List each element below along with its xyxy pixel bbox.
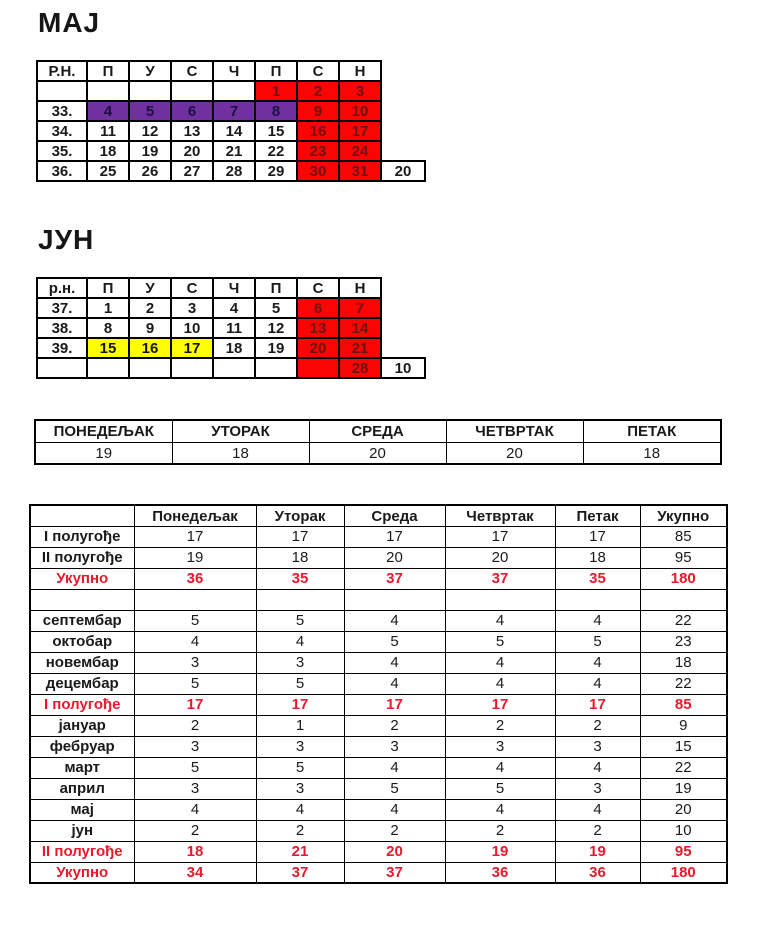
calendar-day-cell: 5 — [129, 101, 171, 121]
calendar-day-cell — [213, 358, 255, 378]
summary-value-cell: 17 — [134, 526, 256, 547]
weekday-values-row — [35, 442, 721, 464]
summary-row — [30, 841, 727, 862]
summary-value-cell — [344, 589, 445, 610]
filler-cell — [381, 278, 425, 298]
summary-value-cell: 37 — [256, 862, 344, 883]
summary-row — [30, 652, 727, 673]
summary-row — [30, 778, 727, 799]
calendar-day-cell — [129, 358, 171, 378]
week-number-cell — [37, 81, 87, 101]
calendar-day-cell: 5 — [255, 298, 297, 318]
summary-value-cell: 4 — [555, 673, 640, 694]
calendar-day-cell: 27 — [171, 161, 213, 181]
summary-value-cell: 17 — [445, 694, 555, 715]
calendar-day-cell: 10 — [171, 318, 213, 338]
summary-value-cell: 5 — [344, 631, 445, 652]
summary-row — [30, 547, 727, 568]
calendar-day-cell: 9 — [129, 318, 171, 338]
day-header: Ч — [213, 278, 255, 298]
calendar-day-cell: 17 — [339, 121, 381, 141]
calendar-day-cell — [171, 358, 213, 378]
day-header: У — [129, 61, 171, 81]
weekday-header: ПЕТАК — [583, 420, 721, 442]
calendar-day-cell: 8 — [87, 318, 129, 338]
weekday-total-cell: 19 — [35, 442, 172, 464]
weekday-totals-table — [34, 419, 722, 465]
summary-value-cell: 5 — [344, 778, 445, 799]
calendar-day-cell: 15 — [87, 338, 129, 358]
summary-value-cell: 37 — [344, 862, 445, 883]
summary-row-label: јануар — [30, 715, 134, 736]
may-title: МАЈ — [38, 7, 101, 38]
summary-value-cell: 17 — [555, 526, 640, 547]
summary-value-cell: 3 — [555, 736, 640, 757]
calendar-day-cell: 26 — [129, 161, 171, 181]
summary-row — [30, 610, 727, 631]
summary-table — [29, 504, 728, 884]
filler-cell — [381, 298, 425, 318]
summary-spacer-row — [30, 589, 727, 610]
summary-value-cell: 22 — [640, 610, 727, 631]
filler-cell — [381, 121, 425, 141]
summary-value-cell: 5 — [555, 631, 640, 652]
summary-row-label: Укупно — [30, 862, 134, 883]
calendar-day-cell: 21 — [213, 141, 255, 161]
calendar-day-cell — [255, 358, 297, 378]
calendar-day-cell: 7 — [213, 101, 255, 121]
summary-column-header: Уторак — [256, 505, 344, 526]
summary-value-cell: 5 — [134, 757, 256, 778]
summary-row-label — [30, 589, 134, 610]
calendar-day-cell: 28 — [213, 161, 255, 181]
day-header: Н — [339, 61, 381, 81]
summary-value-cell: 17 — [344, 526, 445, 547]
summary-value-cell: 2 — [555, 715, 640, 736]
week-number-cell: 33. — [37, 101, 87, 121]
calendar-day-cell: 6 — [171, 101, 213, 121]
summary-value-cell: 4 — [555, 757, 640, 778]
summary-value-cell: 35 — [555, 568, 640, 589]
summary-value-cell: 2 — [134, 820, 256, 841]
calendar-day-cell: 14 — [339, 318, 381, 338]
summary-column-header: Укупно — [640, 505, 727, 526]
summary-column-header: Среда — [344, 505, 445, 526]
summary-column-header: Петак — [555, 505, 640, 526]
summary-value-cell: 4 — [256, 799, 344, 820]
summary-value-cell: 4 — [344, 757, 445, 778]
calendar-week-row — [37, 101, 425, 121]
summary-value-cell: 19 — [134, 547, 256, 568]
day-header: П — [87, 61, 129, 81]
summary-value-cell: 36 — [134, 568, 256, 589]
summary-value-cell: 3 — [256, 736, 344, 757]
calendar-week-row — [37, 358, 425, 378]
summary-value-cell: 23 — [640, 631, 727, 652]
summary-value-cell: 3 — [256, 778, 344, 799]
calendar-day-cell: 17 — [171, 338, 213, 358]
summary-value-cell: 20 — [344, 547, 445, 568]
calendar-day-cell: 2 — [129, 298, 171, 318]
summary-column-header — [30, 505, 134, 526]
summary-value-cell: 22 — [640, 757, 727, 778]
jun-title: ЈУН — [38, 224, 95, 256]
week-number-cell: 39. — [37, 338, 87, 358]
weekday-total-cell: 20 — [446, 442, 583, 464]
calendar-day-cell: 20 — [171, 141, 213, 161]
filler-cell — [381, 141, 425, 161]
summary-row — [30, 715, 727, 736]
summary-value-cell: 4 — [344, 610, 445, 631]
summary-value-cell: 180 — [640, 568, 727, 589]
day-header: С — [297, 278, 339, 298]
weekday-header: СРЕДА — [309, 420, 446, 442]
calendar-day-cell — [213, 81, 255, 101]
summary-value-cell: 2 — [555, 820, 640, 841]
week-number-cell: 37. — [37, 298, 87, 318]
calendar-day-cell — [129, 81, 171, 101]
calendar-day-cell: 31 — [339, 161, 381, 181]
calendar-day-cell: 1 — [255, 81, 297, 101]
calendar-day-cell: 18 — [87, 141, 129, 161]
summary-row-label: септембар — [30, 610, 134, 631]
calendar-day-cell: 13 — [171, 121, 213, 141]
calendar-day-cell: 18 — [213, 338, 255, 358]
summary-row-label: II полугође — [30, 841, 134, 862]
calendar-day-cell: 11 — [87, 121, 129, 141]
summary-value-cell: 4 — [555, 799, 640, 820]
summary-row-label: октобар — [30, 631, 134, 652]
day-header: С — [171, 278, 213, 298]
day-header: П — [87, 278, 129, 298]
calendar-day-cell: 2 — [297, 81, 339, 101]
summary-value-cell: 4 — [445, 673, 555, 694]
calendar-day-cell: 16 — [297, 121, 339, 141]
summary-value-cell: 19 — [640, 778, 727, 799]
summary-value-cell: 5 — [445, 631, 555, 652]
summary-value-cell: 3 — [344, 736, 445, 757]
summary-value-cell: 4 — [445, 757, 555, 778]
summary-row-label: I полугође — [30, 694, 134, 715]
summary-value-cell: 37 — [344, 568, 445, 589]
summary-value-cell: 3 — [134, 778, 256, 799]
filler-cell — [381, 101, 425, 121]
summary-value-cell: 4 — [445, 652, 555, 673]
summary-value-cell: 4 — [344, 799, 445, 820]
summary-row — [30, 631, 727, 652]
calendar-day-cell: 10 — [339, 101, 381, 121]
calendar-day-cell: 4 — [87, 101, 129, 121]
calendar-week-row — [37, 141, 425, 161]
calendar-header-row — [37, 61, 425, 81]
summary-value-cell: 4 — [134, 631, 256, 652]
summary-value-cell: 5 — [445, 778, 555, 799]
jun-calendar-table — [36, 277, 426, 379]
summary-value-cell: 18 — [640, 652, 727, 673]
summary-value-cell: 17 — [344, 694, 445, 715]
summary-value-cell: 37 — [445, 568, 555, 589]
summary-value-cell: 4 — [555, 610, 640, 631]
week-col-header: Р.Н. — [37, 61, 87, 81]
calendar-day-cell — [87, 358, 129, 378]
summary-row-label: април — [30, 778, 134, 799]
summary-value-cell: 19 — [445, 841, 555, 862]
calendar-week-row — [37, 338, 425, 358]
summary-row — [30, 862, 727, 883]
calendar-day-cell: 6 — [297, 298, 339, 318]
calendar-day-cell: 23 — [297, 141, 339, 161]
calendar-day-cell: 13 — [297, 318, 339, 338]
summary-row — [30, 820, 727, 841]
summary-value-cell: 85 — [640, 694, 727, 715]
calendar-day-cell: 1 — [87, 298, 129, 318]
summary-value-cell: 4 — [134, 799, 256, 820]
summary-value-cell: 19 — [555, 841, 640, 862]
summary-row-label: мај — [30, 799, 134, 820]
calendar-day-cell: 8 — [255, 101, 297, 121]
summary-row-label: I полугође — [30, 526, 134, 547]
calendar-day-cell: 19 — [255, 338, 297, 358]
calendar-week-row — [37, 161, 425, 181]
summary-value-cell: 36 — [445, 862, 555, 883]
summary-column-header: Понедељак — [134, 505, 256, 526]
summary-value-cell: 3 — [555, 778, 640, 799]
weekday-header-row — [35, 420, 721, 442]
calendar-week-row — [37, 298, 425, 318]
summary-value-cell: 5 — [256, 673, 344, 694]
calendar-header-row — [37, 278, 425, 298]
calendar-day-cell: 3 — [171, 298, 213, 318]
week-number-cell — [37, 358, 87, 378]
summary-row — [30, 673, 727, 694]
summary-row — [30, 694, 727, 715]
summary-value-cell — [640, 589, 727, 610]
week-number-cell: 38. — [37, 318, 87, 338]
summary-value-cell: 18 — [134, 841, 256, 862]
summary-value-cell: 4 — [445, 610, 555, 631]
summary-value-cell: 2 — [445, 715, 555, 736]
summary-value-cell: 3 — [134, 736, 256, 757]
calendar-day-cell: 12 — [255, 318, 297, 338]
calendar-day-cell: 20 — [297, 338, 339, 358]
calendar-day-cell: 15 — [255, 121, 297, 141]
calendar-day-cell: 21 — [339, 338, 381, 358]
calendar-day-cell: 12 — [129, 121, 171, 141]
filler-cell — [381, 81, 425, 101]
summary-value-cell: 3 — [134, 652, 256, 673]
summary-value-cell: 18 — [555, 547, 640, 568]
summary-value-cell: 17 — [256, 526, 344, 547]
summary-value-cell: 4 — [344, 652, 445, 673]
summary-value-cell: 15 — [640, 736, 727, 757]
calendar-day-cell: 19 — [129, 141, 171, 161]
summary-header-row — [30, 505, 727, 526]
summary-row — [30, 736, 727, 757]
weekday-total-cell: 18 — [583, 442, 721, 464]
summary-row-label: новембар — [30, 652, 134, 673]
summary-value-cell: 20 — [640, 799, 727, 820]
day-header: Ч — [213, 61, 255, 81]
calendar-day-cell: 7 — [339, 298, 381, 318]
summary-value-cell: 2 — [445, 820, 555, 841]
summary-column-header: Четвртак — [445, 505, 555, 526]
calendar-day-cell — [297, 358, 339, 378]
calendar-day-cell: 11 — [213, 318, 255, 338]
calendar-week-row — [37, 121, 425, 141]
calendar-day-cell: 14 — [213, 121, 255, 141]
summary-value-cell: 34 — [134, 862, 256, 883]
summary-value-cell: 36 — [555, 862, 640, 883]
filler-cell — [381, 318, 425, 338]
week-number-cell: 34. — [37, 121, 87, 141]
weekday-header: ЧЕТВРТАК — [446, 420, 583, 442]
summary-value-cell: 5 — [134, 673, 256, 694]
summary-value-cell: 17 — [555, 694, 640, 715]
summary-value-cell: 4 — [555, 652, 640, 673]
summary-row — [30, 526, 727, 547]
summary-row-label: II полугође — [30, 547, 134, 568]
week-number-cell: 35. — [37, 141, 87, 161]
weekday-total-cell: 20 — [309, 442, 446, 464]
summary-row — [30, 757, 727, 778]
summary-value-cell: 180 — [640, 862, 727, 883]
summary-value-cell: 3 — [256, 652, 344, 673]
summary-value-cell: 2 — [344, 820, 445, 841]
calendar-day-cell: 25 — [87, 161, 129, 181]
summary-value-cell: 22 — [640, 673, 727, 694]
summary-value-cell: 2 — [256, 820, 344, 841]
summary-row-label: децембар — [30, 673, 134, 694]
summary-value-cell — [256, 589, 344, 610]
calendar-day-cell: 3 — [339, 81, 381, 101]
calendar-day-cell: 24 — [339, 141, 381, 161]
week-col-header: р.н. — [37, 278, 87, 298]
calendar-day-cell: 28 — [339, 358, 381, 378]
filler-cell — [381, 338, 425, 358]
day-header: С — [171, 61, 213, 81]
calendar-day-cell — [87, 81, 129, 101]
summary-value-cell: 1 — [256, 715, 344, 736]
summary-row-label: март — [30, 757, 134, 778]
day-header: С — [297, 61, 339, 81]
summary-value-cell: 20 — [445, 547, 555, 568]
month-total-cell: 20 — [381, 161, 425, 181]
summary-value-cell: 21 — [256, 841, 344, 862]
summary-value-cell: 17 — [445, 526, 555, 547]
week-number-cell: 36. — [37, 161, 87, 181]
summary-value-cell — [134, 589, 256, 610]
summary-value-cell: 4 — [344, 673, 445, 694]
month-total-cell: 10 — [381, 358, 425, 378]
summary-value-cell: 5 — [256, 757, 344, 778]
summary-value-cell: 5 — [134, 610, 256, 631]
calendar-day-cell: 30 — [297, 161, 339, 181]
weekday-header: ПОНЕДЕЉАК — [35, 420, 172, 442]
weekday-header: УТОРАК — [172, 420, 309, 442]
calendar-week-row — [37, 318, 425, 338]
day-header: П — [255, 61, 297, 81]
summary-value-cell: 4 — [445, 799, 555, 820]
day-header: П — [255, 278, 297, 298]
calendar-day-cell — [171, 81, 213, 101]
summary-value-cell: 17 — [134, 694, 256, 715]
summary-value-cell: 85 — [640, 526, 727, 547]
summary-row-label: Укупно — [30, 568, 134, 589]
day-header: Н — [339, 278, 381, 298]
summary-value-cell: 3 — [445, 736, 555, 757]
may-calendar-table — [36, 60, 426, 182]
calendar-week-row — [37, 81, 425, 101]
summary-value-cell: 5 — [256, 610, 344, 631]
summary-value-cell: 9 — [640, 715, 727, 736]
calendar-day-cell: 29 — [255, 161, 297, 181]
summary-value-cell: 10 — [640, 820, 727, 841]
summary-value-cell: 18 — [256, 547, 344, 568]
calendar-day-cell: 4 — [213, 298, 255, 318]
summary-value-cell: 95 — [640, 547, 727, 568]
calendar-day-cell: 22 — [255, 141, 297, 161]
summary-value-cell: 35 — [256, 568, 344, 589]
summary-row — [30, 799, 727, 820]
summary-row-label: јун — [30, 820, 134, 841]
calendar-day-cell: 9 — [297, 101, 339, 121]
calendar-day-cell: 16 — [129, 338, 171, 358]
weekday-total-cell: 18 — [172, 442, 309, 464]
summary-row-label: фебруар — [30, 736, 134, 757]
summary-value-cell — [555, 589, 640, 610]
summary-row — [30, 568, 727, 589]
summary-value-cell: 2 — [134, 715, 256, 736]
filler-cell — [381, 61, 425, 81]
summary-value-cell: 4 — [256, 631, 344, 652]
summary-value-cell: 20 — [344, 841, 445, 862]
summary-value-cell: 95 — [640, 841, 727, 862]
day-header: У — [129, 278, 171, 298]
summary-value-cell: 2 — [344, 715, 445, 736]
summary-value-cell: 17 — [256, 694, 344, 715]
summary-value-cell — [445, 589, 555, 610]
